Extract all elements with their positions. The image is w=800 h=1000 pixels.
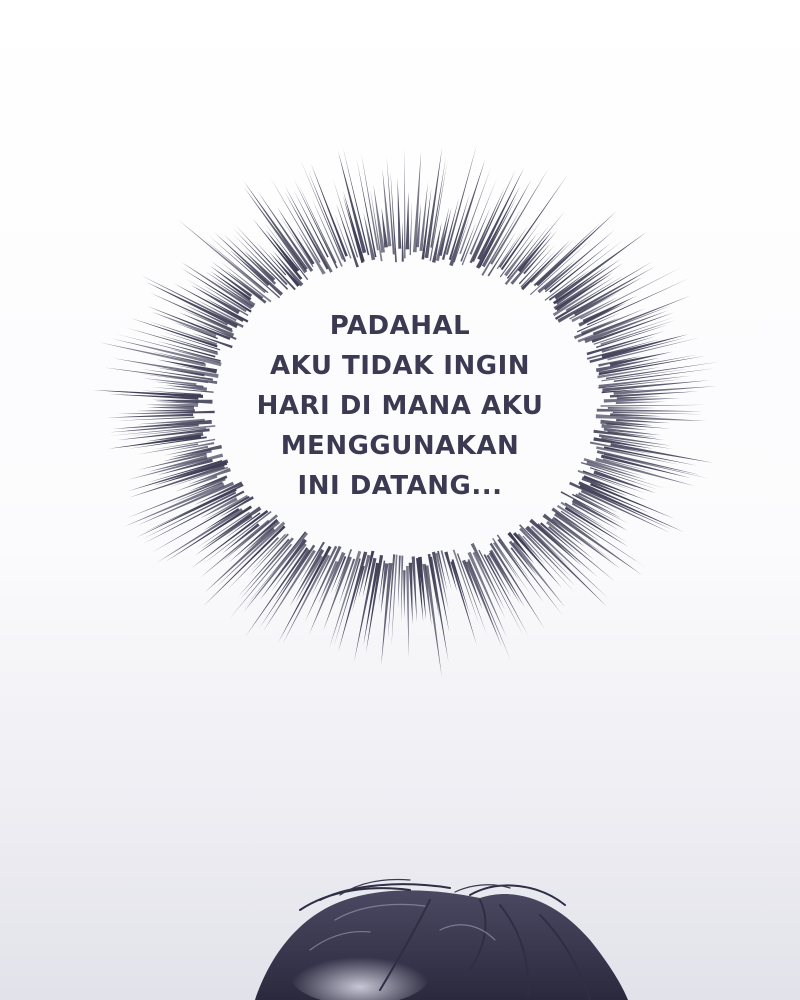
- dialogue-line-2: AKU TIDAK INGIN: [270, 351, 530, 381]
- dialogue-line-4: MENGGUNAKAN: [280, 431, 520, 461]
- dialogue-line-3: HARI DI MANA AKU: [256, 391, 544, 421]
- dialogue-line-5: INI DATANG...: [297, 471, 503, 501]
- dialogue-line-1: PADAHAL: [329, 311, 471, 341]
